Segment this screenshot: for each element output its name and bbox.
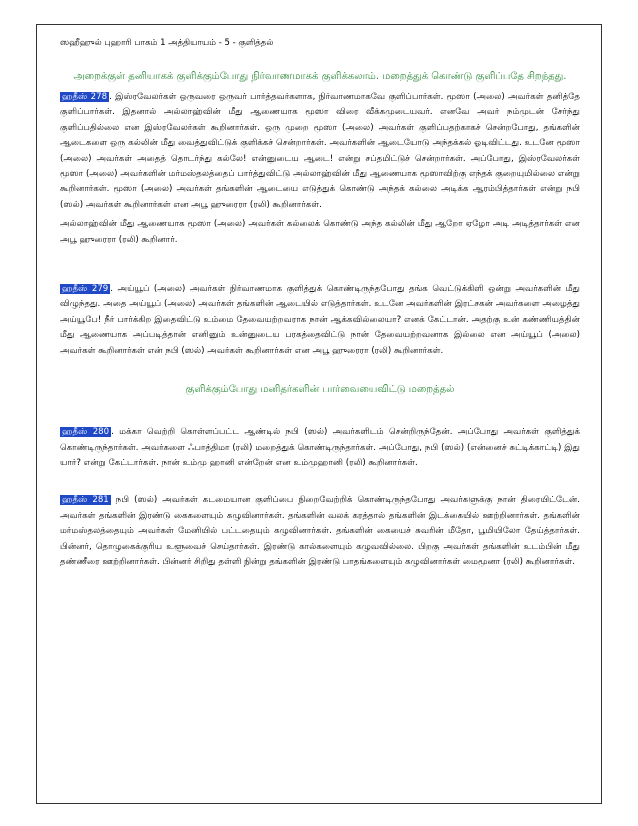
running-header: ஸஹீஹுல் புஹாரி பாகம் 1 அத்தியாயம் - 5 - குளித்தல் [60, 38, 274, 48]
section-heading-2: குளிக்கும்போது மனிதர்களின் பார்வையைவிட்டு மறைத்தல் [185, 384, 455, 396]
hadith-280 [60, 425, 580, 471]
hadith-281 [60, 493, 580, 570]
hadith-279 [60, 282, 580, 359]
hadith-text: . அய்யூப் (அலை) அவர்கள் நிர்வாணமாக குளித்துக் கொண்டிருந்தபோது தங்க வெட்டுக்கிளி ஒன்று அவர்களின் மீது விழுந்தது. அதை அய்யூப் (அலை) அவர்கள் தங்களின் ஆடையில் எடுத்தார்கள். உடனே அவர்களின் இரட்சகன் அவர்களை அழைத்து அய்யூபே! நீர் பார்க்கிற இதைவிட்டு உம்மை தேவையற்றவராக நான் ஆக்கவில்லையா? எனக் கேட்டான். அதற்கு உன் கண்ணியத்தின் மீது ஆணையாக அப்படித்தான் எனினும் உன்னுடைய பரகத்தைவிட்டு நான் தேவையற்றவனாக இல்லை என அய்யூப் (அலை) அவர்கள் கூறினார்கள் என் நபி (ஸல்) அவர்கள் கூறினார்கள் என அபூ ஹுரைரா (ரலி) கூறினார்கள். [60, 284, 581, 356]
section-heading-1: அறைக்குள் தனியாகக் குளிக்கும்போது நிர்வாணமாகக் குளிக்கலாம். மறைத்துக் கொண்டு குளிப்பதே சிறந்தது. [73, 71, 567, 82]
hadith-text: நபி (ஸல்) அவர்கள் கடமையான குளிப்பை நிறைவேற்றிக் கொண்டிருந்தபோது அவர்களுக்கு நான் திரையிட்டேன். அவர்கள் தங்களின் இரண்டு கைகளையும் கழுவினார்கள். தங்களின் வலக் கரத்தால் தங்களின் இடக்கையில் ஊற்றினார்கள். தங்களின் மர்மஸ்தலத்தையும் அவர்கள் மேனியில் பட்டதையும் கழுவினார்கள். தங்களின் கையைச் சுவரின் மீதோ, பூமியிலோ தேய்த்தார்கள். பின்னர், தொழுகைக்குரிய உளூவைச் செய்தார்கள். இரண்டு கால்களையும் கழுவவில்லை. பிறகு அவர்கள் தங்களின் உடம்பின் மீது தண்ணீரை ஊற்றினார்கள். பின்னர் சிறிது தள்ளி நின்று தங்களின் இரண்டு பாதங்களையும் கழுவினார்கள் மைமூனா (ரலி) கூறினார்கள். [60, 495, 580, 567]
hadith-label: ஹதீஸ் 280 [62, 427, 110, 438]
hadith-label: ஹதீஸ் 281 [62, 495, 109, 506]
hadith-278 [60, 90, 580, 213]
hadith-text: . இஸ்ரவேலர்கள் ஒருவரை ஒருவர் பார்த்தவர்களாக, நிர்வாணமாகவே குளிப்பார்கள். மூஸா (அலை) அவர்கள் தனித்தே குளிப்பார்கள். இதனால் அல்லாஹ்வின் மீது ஆணையாக மூஸா விரை வீக்கமுடையவர். எனவே அவர் நம்முடன் சேர்ந்து குளிப்பதில்லை என இஸ்ரவேலர்கள் கூறினார்கள். ஒரு முறை மூஸா (அலை) அவர்கள் குளிப்பதற்காகச் சென்றபோது, தங்களின் ஆடைகளை ஒரு கல்லின் மீது வைத்துவிட்டுக் குளிக்கச் சென்றார்கள். அவர்களின் ஆடையோடு அந்தக்கல் ஓடிவிட்டது. உடனே மூஸா (அலை) அவர்கள் அதைத் தொடர்ந்து கல்லே! என்னுடைய ஆடை! என்று சப்தமிட்டுச் சென்றார்கள். அப்போது, இஸ்ரவேலர்கள் மூஸா (அலை) அவர்களின் மர்மஸ்தலத்தைப் பார்த்துவிட்டு அல்லாஹ்வின் மீது ஆணையாக மூஸாவிற்கு எந்தக் குறையுமில்லை என்று கூறினார்கள். மூஸா (அலை) அவர்கள் தங்களின் ஆடையை எடுத்துக் கொண்டு அந்தக் கல்லை அடிக்க ஆரம்பித்தார்கள் என்று நபி (ஸல்) அவர்கள் கூறினார்கள் என அபூ ஹுரைரா (ரலி) கூறினார்கள். [60, 92, 580, 210]
hadith-278-addendum: அல்லாஹ்வின் மீது ஆணையாக மூஸா (அலை) அவர்கள் கல்லைக் கொண்டு அந்த கல்லின் மீது ஆறோ ஏழோ அடி அடித்தார்கள் என அபூ ஹுரைரா (ரலி) கூறினார். [60, 219, 580, 245]
hadith-label: ஹதீஸ் 279 [62, 284, 109, 295]
hadith-label: ஹதீஸ் 278 [62, 92, 108, 102]
page-content [60, 68, 580, 570]
hadith-text: . மக்கா வெற்றி கொள்ளப்பட்ட ஆண்டில் நபி (ஸல்) அவர்களிடம் சென்றிருந்தேன். அப்போது அவர்கள் குளித்துக் கொண்டிருந்தார்கள். அவர்களை ஃபாத்திமா (ரலி) மறைத்துக் கொண்டிருந்தார்கள். அப்போது, நபி (ஸல்) (என்னைச் சுட்டிக்காட்டி) இது யார்? என்று கேட்டார்கள். நான் உம்மு ஹானி என்றேன் என உம்முஹானி (ரலி) கூறினார்கள். [60, 427, 580, 468]
